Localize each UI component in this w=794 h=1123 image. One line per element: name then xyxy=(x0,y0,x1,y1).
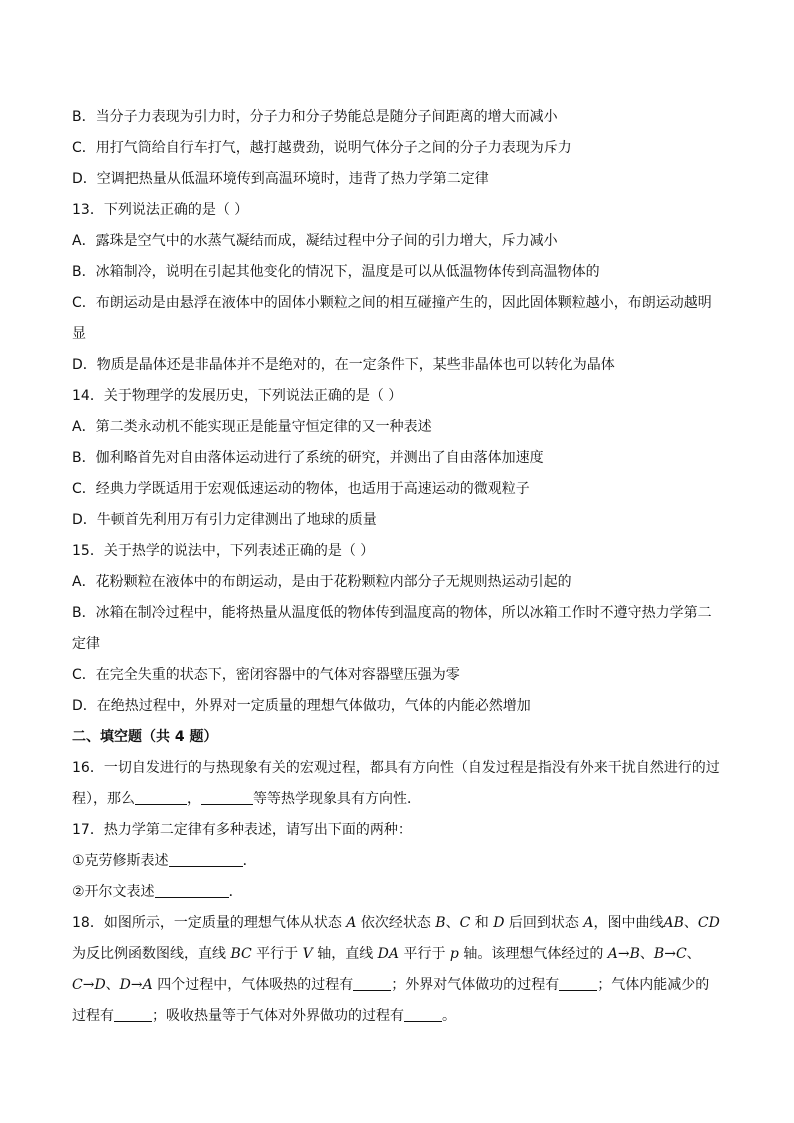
q18-process-da: D→A xyxy=(119,977,153,993)
q14-option-b: B．伽利略首先对自由落体运动进行了系统的研究，并测出了自由落体加速度 xyxy=(72,450,544,466)
q14-option-a: A．第二类永动机不能实现正是能量守恒定律的又一种表述 xyxy=(72,419,432,435)
q18-blank-4[interactable] xyxy=(404,1007,442,1022)
q18-var-a: A xyxy=(583,915,594,931)
q18-text: ；外界对气体做功的过程有 xyxy=(391,977,560,993)
q13-option-c: C．布朗运动是由悬浮在液体中的固体小颗粒之间的相互碰撞产生的，因此固体颗粒越小，布朗运动越明显 xyxy=(72,295,712,342)
q18-text: 依次经状态 xyxy=(356,915,436,931)
q18-blank-3[interactable] xyxy=(114,1007,152,1022)
q12-option-c: C．用打气筒给自行车打气，越打越费劲，说明气体分子之间的分子力表现为斥力 xyxy=(72,140,572,156)
q17-item-2-label: ②开尔文表述 xyxy=(72,884,155,900)
q18-text: 。 xyxy=(442,1008,456,1024)
q18-var-d: D xyxy=(493,915,505,931)
q15-option-a: A．花粉颗粒在液体中的布朗运动，是由于花粉颗粒内部分子无规则热运动引起的 xyxy=(72,574,572,590)
q18 xyxy=(72,908,722,1032)
q18-line-da: DA xyxy=(377,946,399,962)
q16-sep: ， xyxy=(187,791,201,807)
q16-text-1: 16．一切自发进行的与热现象有关的宏观过程，都具有方向性（自发过程是指没有外来干扰自然进行的过程），那么 xyxy=(72,760,720,807)
q15-option-d: D．在绝热过程中，外界对一定质量的理想气体做功，气体的内能必然增加 xyxy=(72,698,531,714)
q17-stem: 17．热力学第二定律有多种表述，请写出下面的两种： xyxy=(72,822,412,838)
q18-text: ，图中曲线 xyxy=(593,915,664,931)
q18-text: 轴。该理想气体经过的 xyxy=(458,946,608,962)
section-title-fill-in: 二、填空题（共 4 题） xyxy=(72,729,218,745)
q15-option-c: C．在完全失重的状态下，密闭容器中的气体对容器壁压强为零 xyxy=(72,667,460,683)
q18-axis-v: V xyxy=(302,946,313,962)
q18-text: 平行于 xyxy=(251,946,303,962)
q15-stem: 15．关于热学的说法中，下列表述正确的是（ ） xyxy=(72,543,375,559)
q18-text: 四个过程中，气体吸热的过程有 xyxy=(152,977,354,993)
q13-option-a: A．露珠是空气中的水蒸气凝结而成，凝结过程中分子间的引力增大，斥力减小 xyxy=(72,233,558,249)
q18-axis-p: p xyxy=(449,946,459,962)
q18-var-b: B xyxy=(435,915,446,931)
q18-text: 和 xyxy=(470,915,494,931)
q13-option-d: D．物质是晶体还是非晶体并不是绝对的，在一定条件下，某些非晶体也可以转化为晶体 xyxy=(72,357,615,373)
q17-item-1-end: ． xyxy=(242,853,257,869)
q16 xyxy=(72,753,722,815)
q14-option-d: D．牛顿首先利用万有引力定律测出了地球的质量 xyxy=(72,512,377,528)
q17-item-2-end: ． xyxy=(228,884,243,900)
q18-var-c: C xyxy=(459,915,471,931)
q17-item-2 xyxy=(72,877,722,908)
q18-text: 、 xyxy=(686,946,701,962)
q18-text: 、 xyxy=(105,977,120,993)
q12-option-b: B．当分子力表现为引力时，分子力和分子势能总是随分子间距离的增大而减小 xyxy=(72,109,558,125)
q18-text: 、 xyxy=(445,915,460,931)
q18-process-bc: B→C xyxy=(653,946,687,962)
q18-blank-1[interactable] xyxy=(353,976,391,991)
q16-blank-2[interactable] xyxy=(201,790,253,805)
q17-blank-1[interactable] xyxy=(169,852,243,867)
q18-text: 、 xyxy=(683,915,698,931)
q18-text: 为反比例函数图线，直线 xyxy=(72,946,231,962)
q18-process-ab: A→B xyxy=(607,946,640,962)
q18-text: 后回到状态 xyxy=(504,915,584,931)
document-body xyxy=(72,102,722,1032)
q13-stem: 13．下列说法正确的是（ ） xyxy=(72,202,249,218)
q17-blank-2[interactable] xyxy=(155,883,229,898)
q18-line-bc: BC xyxy=(230,946,252,962)
q18-text: 平行于 xyxy=(399,946,450,962)
q18-text: 18．如图所示，一定质量的理想气体从状态 xyxy=(72,915,347,931)
q18-curve-ab: AB xyxy=(663,915,684,931)
q18-var-a: A xyxy=(346,915,357,931)
q15-option-b: B．冰箱在制冷过程中，能将热量从温度低的物体传到温度高的物体，所以冰箱工作时不遵守热力学第二定律 xyxy=(72,605,712,652)
q14-option-c: C．经典力学既适用于宏观低速运动的物体，也适用于高速运动的微观粒子 xyxy=(72,481,530,497)
q14-stem: 14．关于物理学的发展历史，下列说法正确的是（ ） xyxy=(72,388,403,404)
q18-blank-2[interactable] xyxy=(559,976,597,991)
q13-option-b: B．冰箱制冷，说明在引起其他变化的情况下，温度是可以从低温物体传到高温物体的 xyxy=(72,264,600,280)
q18-text: ；气体内能减少的过程有 xyxy=(72,977,710,1024)
q12-option-d: D．空调把热量从低温环境传到高温环境时，违背了热力学第二定律 xyxy=(72,171,489,187)
q18-curve-cd: CD xyxy=(697,915,720,931)
q17-item-1-label: ①克劳修斯表述 xyxy=(72,853,169,869)
q16-blank-1[interactable] xyxy=(135,790,187,805)
q18-text: 、 xyxy=(639,946,654,962)
q17-item-1 xyxy=(72,846,722,877)
q16-text-2: 等等热学现象具有方向性． xyxy=(253,791,421,807)
q18-process-cd: C→D xyxy=(72,977,106,993)
q18-text: ；吸收热量等于气体对外界做功的过程有 xyxy=(152,1008,404,1024)
q18-text: 轴，直线 xyxy=(312,946,378,962)
